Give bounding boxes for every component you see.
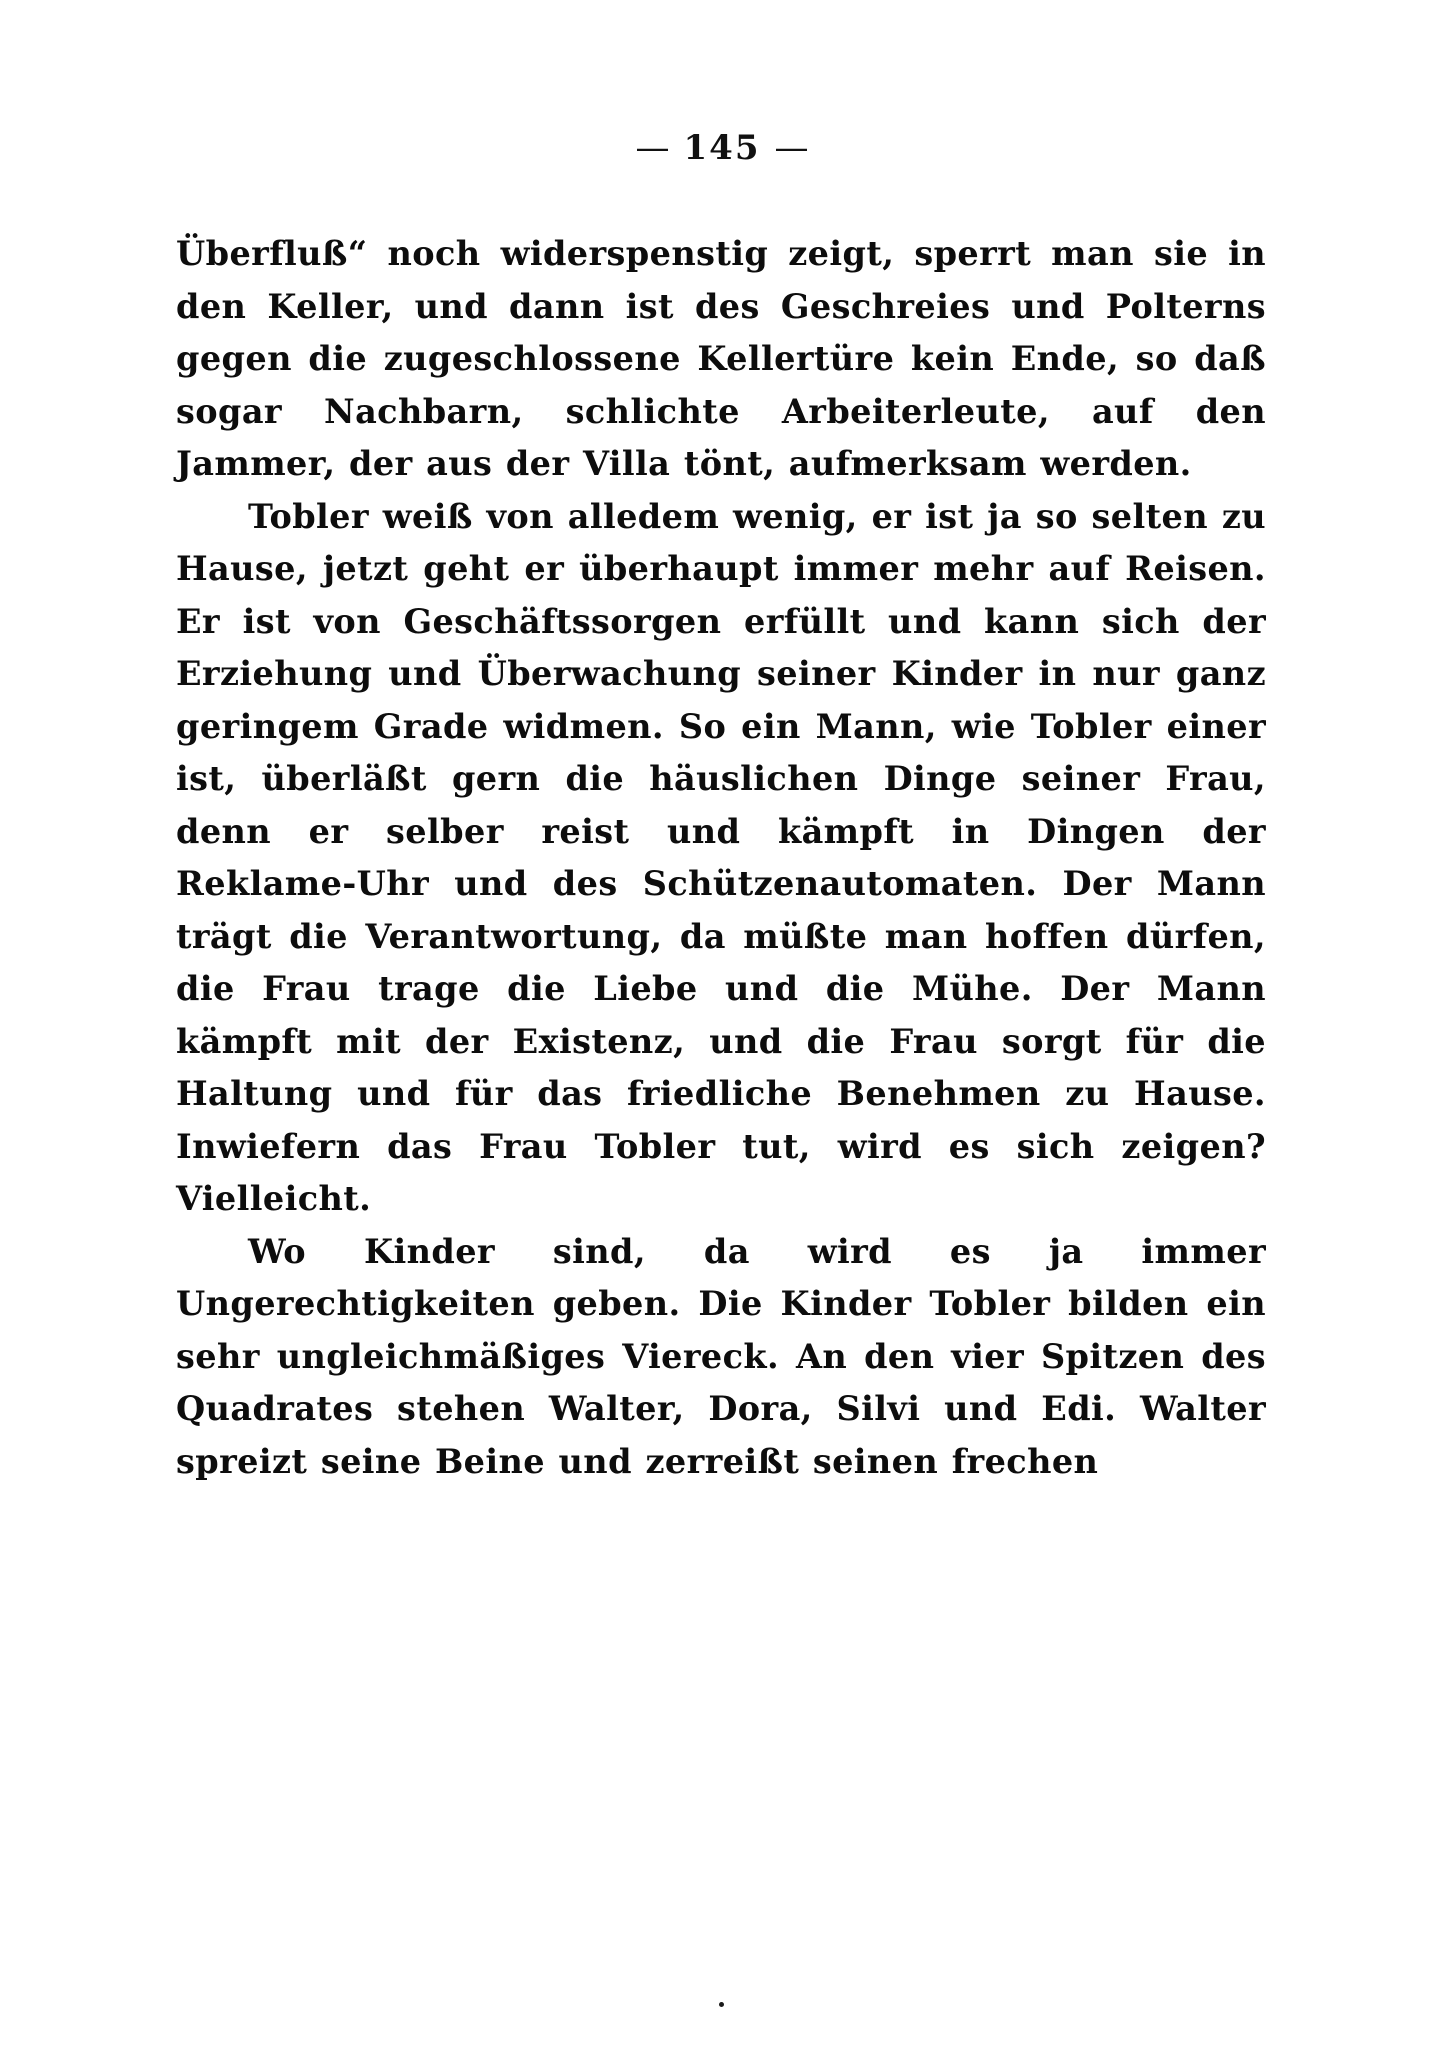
paragraph: Wo Kinder sind, da wird es ja immer Ungerechtigkeiten geben. Die Kinder Tobler bilden ein sehr ungleichmäßiges Viereck. An den vier Spitzen des Quadrates stehen Walter, Dora, Silvi und Edi. Walter spreizt seine Beine und zerreißt seinen frechen (176, 1231, 1266, 1481)
footer-ornament (719, 2002, 724, 2007)
page-number-dash-left: — (635, 128, 670, 168)
paragraph: Tobler weiß von alledem wenig, er ist ja so selten zu Hause, jetzt geht er überhaupt immer mehr auf Reisen. Er ist von Geschäftssorgen erfüllt und kann sich der Erziehung und Überwachung seiner Kinder in nur ganz geringem Grade widmen. So ein Mann, wie Tobler einer ist, überläßt gern die häuslichen Dinge seiner Frau, denn er selber reist und kämpft in Dingen der Reklame-Uhr und des Schützenautomaten. Der Mann trägt die Verantwortung, da müßte man hoffen dürfen, die Frau trage die Liebe und die Mühe. Der Mann kämpft mit der Existenz, und die Frau sorgt für die Haltung und für das friedliche Benehmen zu Hause. Inwiefern das Frau Tobler tut, wird es sich zeigen? Vielleicht. (176, 496, 1266, 1218)
page-header (0, 128, 1444, 168)
page-body (176, 228, 1266, 1488)
page-number: 145 (683, 128, 761, 168)
paragraph: Überfluß“ noch widerspenstig zeigt, sperrt man sie in den Keller, und dann ist des Geschreies und Polterns gegen die zugeschlossene Kellertüre kein Ende, so daß sogar Nachbarn, schlichte Arbeiterleute, auf den Jammer, der aus der Villa tönt, aufmerksam werden. (176, 234, 1266, 483)
page-number-dash-right: — (774, 128, 809, 168)
